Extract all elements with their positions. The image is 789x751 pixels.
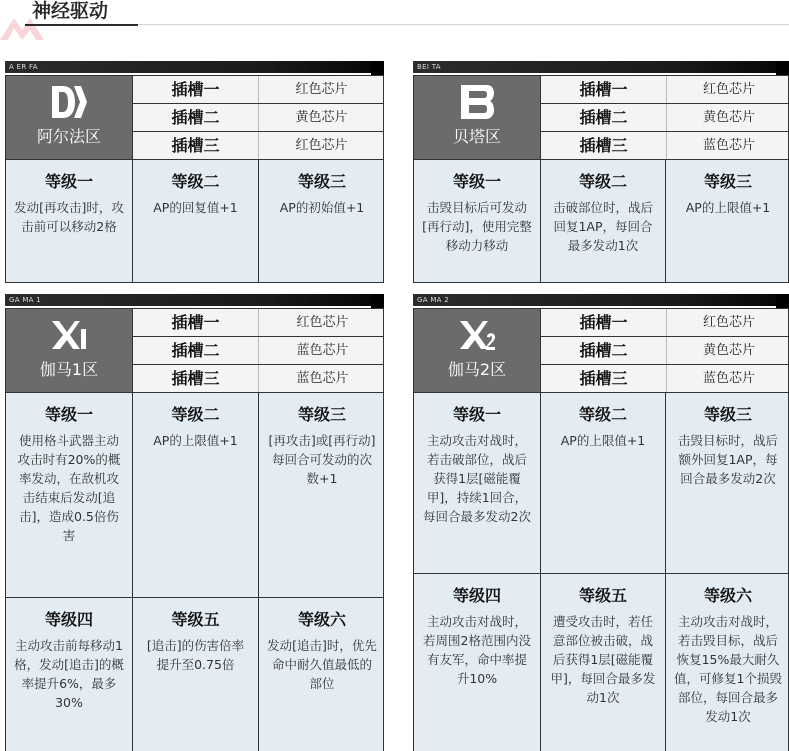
title-divider: [138, 24, 789, 25]
slot-chip: 蓝色芯片: [702, 138, 755, 153]
level-name: 等级三: [703, 405, 752, 424]
slot-chip: 红色芯片: [702, 315, 755, 330]
slot-row: [541, 337, 789, 365]
gamma2-emblem-icon: [457, 315, 497, 355]
slot-row: [541, 104, 789, 132]
slot-chip: 蓝色芯片: [296, 343, 349, 358]
module-header: [413, 61, 789, 75]
slot-row: [133, 309, 384, 337]
level-name: 等级二: [171, 172, 220, 191]
level-desc: [再攻击]或[再行动]每回合可发动的次数+1: [268, 433, 376, 486]
corner-notch-icon: [371, 61, 384, 75]
module-header: [5, 294, 384, 308]
title-underline: [25, 24, 138, 26]
slot-chip: 蓝色芯片: [702, 371, 755, 386]
level-name: 等级二: [578, 405, 627, 424]
zone-name: 伽马1区: [39, 360, 99, 379]
level-cell: [133, 393, 259, 598]
level-name: 等级五: [578, 586, 627, 605]
level-cell: [6, 598, 133, 751]
alpha-emblem-icon: [49, 82, 89, 122]
module-header: [413, 294, 789, 308]
level-cell: [6, 393, 133, 598]
level-cell: [259, 393, 384, 598]
level-name: 等级三: [297, 172, 346, 191]
slot-name: 插槽二: [133, 337, 259, 364]
level-desc: [追击]的伤害倍率提升至0.75倍: [146, 638, 245, 672]
slot-row: [541, 365, 789, 393]
level-name: 等级一: [452, 172, 501, 191]
slot-chip: 红色芯片: [295, 138, 348, 153]
zone-header: [414, 76, 541, 160]
level-cell: [541, 160, 666, 283]
level-desc: 发动[再攻击]时，攻击前可以移动2格: [14, 200, 124, 234]
module-beta: [413, 61, 789, 283]
slot-chip: 蓝色芯片: [296, 371, 349, 386]
module-header: [5, 61, 384, 75]
gamma1-emblem-icon: [49, 315, 89, 355]
title-area: [0, 0, 789, 40]
slot-chip: 红色芯片: [296, 315, 349, 330]
level-desc: 击毁目标时，战后额外回复1AP，每回合最多发动2次: [677, 433, 778, 486]
module-alpha: [5, 61, 384, 283]
slot-row: [541, 309, 789, 337]
level-cell: [541, 574, 666, 751]
level-desc: 主动攻击对战时，若击破部位，战后获得1层[磁能覆甲]，持续1回合，每回合最多发动2次: [423, 433, 531, 524]
module-code: GA MA 2: [417, 296, 450, 304]
slot-name: 插槽三: [133, 365, 259, 392]
beta-emblem-icon: [457, 82, 497, 122]
slot-chip: 红色芯片: [702, 82, 755, 97]
slot-name: 插槽二: [541, 104, 667, 131]
level-name: 等级一: [452, 405, 501, 424]
slot-row: [133, 76, 383, 104]
module-code: A ER FA: [9, 63, 38, 71]
level-name: 等级二: [578, 172, 627, 191]
level-cell: [259, 598, 384, 751]
level-cell: [259, 160, 384, 283]
module-gamma1: [5, 294, 384, 751]
slot-name: 插槽一: [541, 76, 667, 103]
level-cell: [666, 574, 789, 751]
zone-header: [6, 76, 133, 160]
level-desc: AP的上限值+1: [153, 433, 238, 448]
zone-name: 伽马2区: [447, 360, 507, 379]
slot-chip: 黄色芯片: [702, 343, 755, 358]
slot-row: [541, 76, 789, 104]
level-cell: [541, 393, 666, 574]
level-desc: AP的回复值+1: [153, 200, 238, 215]
level-cell: [414, 574, 541, 751]
level-cell: [414, 393, 541, 574]
level-name: 等级一: [44, 405, 93, 424]
level-cell: [133, 160, 259, 283]
level-desc: 遭受攻击时，若任意部位被击破，战后获得1层[磁能覆甲]，每回合最多发动1次: [550, 614, 656, 705]
level-desc: AP的上限值+1: [685, 200, 771, 215]
slot-chip: 红色芯片: [295, 82, 348, 97]
level-desc: 主动攻击对战时，若周围2格范围内没有友军，命中率提升10%: [423, 614, 531, 686]
slot-name: 插槽三: [541, 132, 667, 159]
slot-row: [133, 132, 383, 160]
level-cell: [666, 160, 789, 283]
level-name: 等级四: [452, 586, 501, 605]
slot-name: 插槽一: [133, 309, 259, 336]
slot-row: [133, 104, 383, 132]
level-desc: AP的上限值+1: [560, 433, 646, 448]
page-title: 神经驱动: [32, 0, 109, 22]
level-desc: AP的初始值+1: [279, 200, 365, 215]
zone-name: 贝塔区: [452, 127, 501, 146]
slot-row: [541, 132, 789, 160]
module-code: GA MA 1: [9, 296, 42, 304]
corner-notch-icon: [371, 294, 384, 308]
level-desc: 击破部位时，战后回复1AP，每回合最多发动1次: [552, 200, 653, 253]
corner-notch-icon: [776, 294, 789, 308]
slot-chip: 黄色芯片: [702, 110, 755, 125]
zone-name: 阿尔法区: [36, 127, 101, 146]
zone-header: [6, 309, 133, 393]
level-cell: [666, 393, 789, 574]
level-cell: [133, 598, 259, 751]
level-desc: 主动攻击前每移动1格，发动[追击]的概率提升6%，最多30%: [14, 638, 124, 710]
level-name: 等级五: [171, 610, 220, 629]
level-name: 等级三: [297, 405, 346, 424]
level-name: 等级四: [44, 610, 93, 629]
level-desc: 主动攻击对战时，若击毁目标，战后恢复15%最大耐久值，可修复1个损毁部位，每回合最多发动1次: [674, 614, 782, 724]
level-cell: [6, 160, 133, 283]
level-name: 等级三: [703, 172, 752, 191]
slot-name: 插槽二: [133, 104, 259, 131]
level-desc: 击毁目标后可发动[再行动]，使用完整移动力移动: [422, 200, 532, 253]
level-desc: 发动[追击]时，优先命中耐久值最低的部位: [267, 638, 377, 691]
level-name: 等级六: [297, 610, 346, 629]
level-name: 等级一: [44, 172, 93, 191]
slot-name: 插槽一: [541, 309, 667, 336]
level-cell: [414, 160, 541, 283]
corner-notch-icon: [776, 61, 789, 75]
module-gamma2: [413, 294, 789, 751]
slot-row: [133, 337, 384, 365]
level-name: 等级二: [171, 405, 220, 424]
slot-name: 插槽二: [541, 337, 667, 364]
slot-name: 插槽一: [133, 76, 259, 103]
module-code: BEI TA: [417, 63, 441, 71]
slot-name: 插槽三: [133, 132, 259, 159]
zone-header: [414, 309, 541, 393]
slot-row: [133, 365, 384, 393]
level-name: 等级六: [703, 586, 752, 605]
slot-name: 插槽三: [541, 365, 667, 392]
level-desc: 使用格斗武器主动攻击时有20%的概率发动，在敌机攻击结束后发动[追击]，造成0.5倍伤害: [17, 433, 121, 543]
slot-chip: 黄色芯片: [295, 110, 348, 125]
